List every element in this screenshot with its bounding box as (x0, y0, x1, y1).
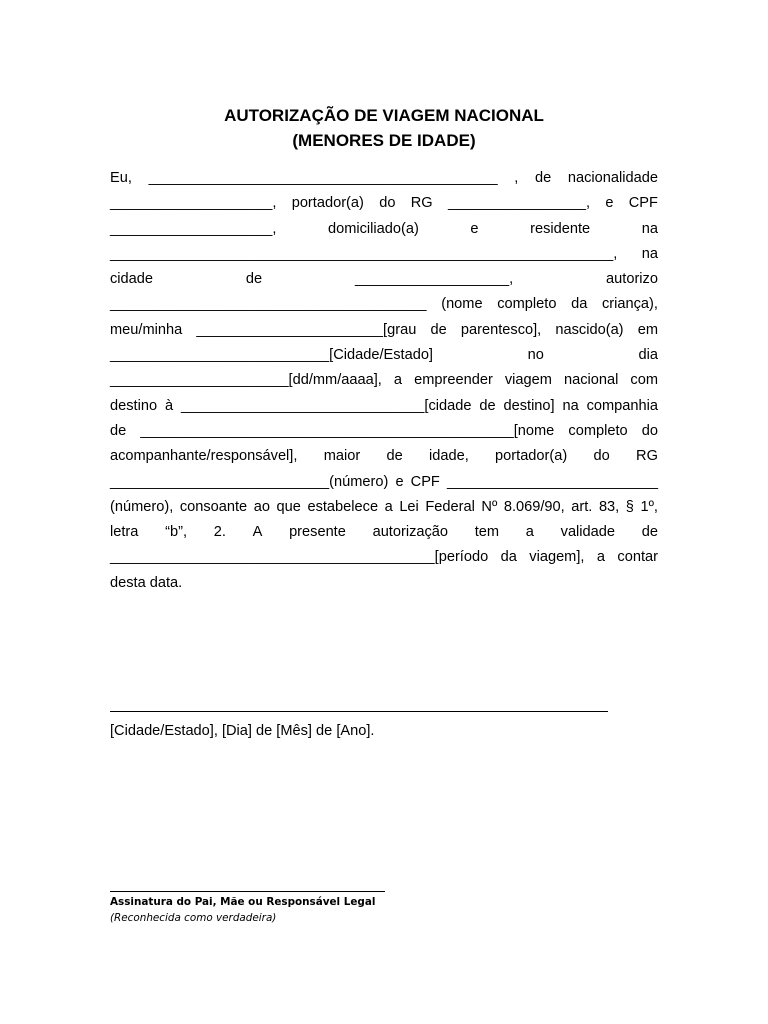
body-word: autorização (372, 524, 449, 541)
signature-rule (110, 891, 385, 892)
body-word: e (395, 473, 404, 490)
body-word: companhia (586, 397, 658, 414)
document-title: AUTORIZAÇÃO DE VIAGEM NACIONAL (224, 106, 544, 125)
body-word: do (641, 422, 658, 439)
body-word: e (605, 195, 614, 212)
document-subtitle: (MENORES DE IDADE) (292, 131, 476, 150)
body-word: viagem (504, 372, 552, 389)
body-word: destino] (503, 397, 555, 414)
body-word: empreender (414, 372, 493, 389)
body-word: ___________________________[Cidade/Estado] (110, 347, 433, 364)
body-word: _________________, (447, 195, 591, 212)
body-word: idade, (429, 448, 469, 465)
body-word: RG (636, 448, 658, 465)
body-word: Lei (399, 498, 419, 515)
body-word: do (593, 448, 610, 465)
signature-note: (Reconhecida como verdadeira) (110, 912, 277, 924)
body-word: dia (638, 347, 658, 364)
authorization-text (110, 166, 658, 596)
body-word: CPF (628, 195, 658, 212)
body-word: da (500, 549, 517, 566)
body-word: validade (560, 524, 616, 541)
place-date-rule (110, 711, 608, 712)
body-line (110, 191, 658, 216)
body-line (110, 292, 658, 317)
body-word: 83, (598, 498, 620, 515)
body-word: Federal (425, 498, 475, 515)
body-word: destino (110, 397, 158, 414)
body-word: art. (571, 498, 593, 515)
body-word: nacional (563, 372, 619, 389)
body-word: de (479, 397, 496, 414)
body-line (110, 267, 658, 292)
body-word: RG (410, 195, 433, 212)
body-word: à (164, 397, 174, 414)
body-word: acompanhante/responsável], (110, 448, 298, 465)
body-word: presente (289, 524, 346, 541)
body-word: ______________________________________________[nome (140, 422, 555, 439)
body-line (110, 495, 658, 520)
body-word: viagem], (529, 549, 585, 566)
body-line (110, 343, 658, 368)
body-line (110, 318, 658, 343)
body-word: Nº (481, 498, 498, 515)
body-word: de (245, 271, 263, 288)
body-line (110, 545, 658, 570)
body-word: cidade (110, 271, 154, 288)
body-word: ______________________________[cidade (180, 397, 472, 414)
body-word: de (641, 524, 658, 541)
body-line (110, 571, 658, 596)
body-word: A (252, 524, 263, 541)
body-word: domiciliado(a) (327, 220, 419, 237)
body-word: desta data. (110, 574, 183, 591)
body-word: da (571, 296, 588, 313)
body-word: ______________________[dd/mm/aaaa], (110, 372, 382, 389)
body-word: letra (110, 524, 139, 541)
body-word: ___________________________(número) (110, 473, 389, 490)
body-word: na (562, 397, 579, 414)
body-word: autorizo (606, 271, 658, 288)
body-word: a (525, 524, 534, 541)
body-word: _______________________[grau (196, 321, 417, 338)
body-word: criança), (602, 296, 658, 313)
body-word: CPF (410, 473, 440, 490)
body-word: que (276, 498, 301, 515)
body-word: nascido(a) (555, 321, 624, 338)
body-line (110, 520, 658, 545)
body-word: (número), (110, 498, 174, 515)
body-word: estabelece (307, 498, 379, 515)
body-word: a (384, 498, 393, 515)
body-word: a (596, 549, 605, 566)
body-word: tem (474, 524, 500, 541)
body-word: completo (568, 422, 628, 439)
body-word: em (637, 321, 658, 338)
body-word: de (430, 321, 447, 338)
body-word: 2. (213, 524, 226, 541)
body-line (110, 368, 658, 393)
body-line (110, 470, 658, 495)
body-word: ________________________________________[período (110, 549, 489, 566)
body-word: na (641, 220, 658, 237)
body-word: portador(a) (495, 448, 568, 465)
body-word: de (386, 448, 403, 465)
body-word: , (514, 170, 519, 186)
body-word: ___________________________________________ (148, 170, 498, 186)
place-date-line: [Cidade/Estado], [Dia] de [Mês] de [Ano]. (110, 723, 375, 739)
body-word: ____________________, (110, 220, 277, 237)
body-line (110, 217, 658, 242)
body-word: 8.069/90, (503, 498, 565, 515)
signature-label: Assinatura do Pai, Mãe ou Responsável Legal (110, 896, 376, 908)
body-word: parentesco], (460, 321, 542, 338)
body-word: do (379, 195, 396, 212)
body-word: e (470, 220, 479, 237)
body-line (110, 419, 658, 444)
body-word: de (110, 422, 127, 439)
body-word: ao (253, 498, 270, 515)
body-word: meu/minha (110, 321, 183, 338)
body-word: ____________________, (110, 195, 277, 212)
body-line (110, 242, 658, 267)
body-word: nacionalidade (567, 170, 658, 186)
body-word: ______________________________________________________________, (110, 245, 618, 262)
body-word: Eu, (110, 170, 132, 186)
body-word: residente (530, 220, 591, 237)
body-word: no (527, 347, 544, 364)
body-word: contar (617, 549, 658, 566)
body-word: com (630, 372, 658, 389)
body-word: de (535, 170, 552, 186)
body-word: na (641, 245, 658, 262)
body-word: maior (323, 448, 361, 465)
body-word: ___________________, (354, 271, 514, 288)
body-word: § (625, 498, 634, 515)
body-word: __________________________ (446, 473, 658, 490)
body-line (110, 166, 658, 191)
body-word: portador(a) (291, 195, 364, 212)
body-word: 1º, (640, 498, 658, 515)
body-line (110, 444, 658, 469)
body-word: completo (497, 296, 557, 313)
body-word: consoante (179, 498, 248, 515)
body-word: “b”, (165, 524, 187, 541)
body-word: (nome (441, 296, 483, 313)
body-line (110, 394, 658, 419)
body-word: _______________________________________ (110, 296, 427, 313)
body-word: a (393, 372, 403, 389)
